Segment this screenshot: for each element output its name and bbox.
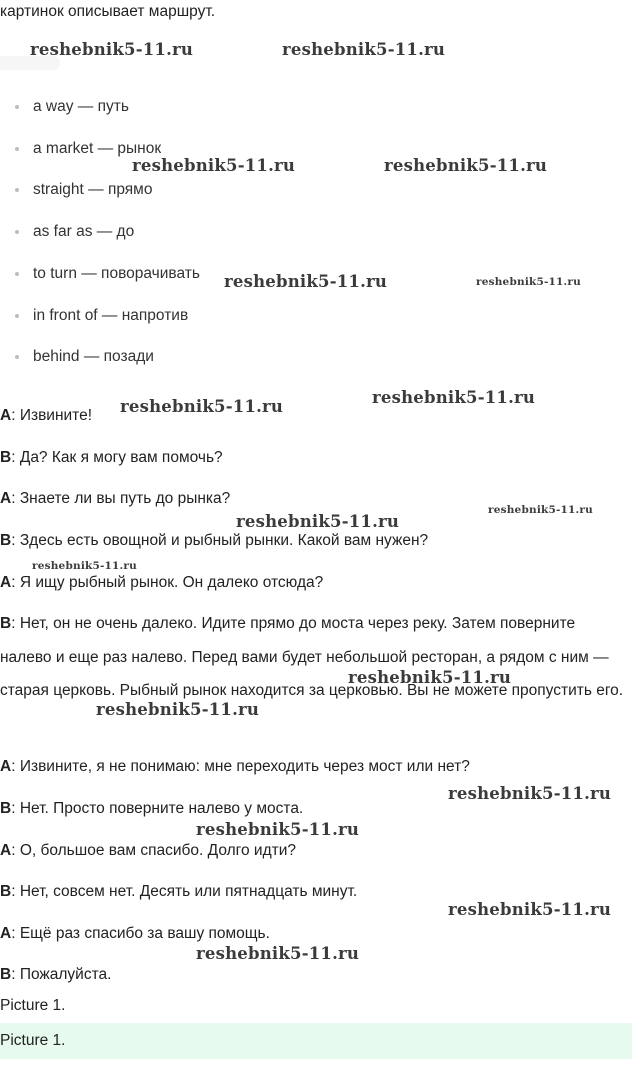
watermark: reshebnik5-11.ru [196,820,360,839]
speaker-label: A [0,574,12,591]
list-item: in front of — напротив [18,306,188,326]
watermark: reshebnik5-11.ru [384,156,548,175]
speaker-label: A [0,758,12,775]
watermark: reshebnik5-11.ru [476,276,581,288]
watermark: reshebnik5-11.ru [196,944,360,963]
speaker-label: B [0,800,12,817]
picture-caption-highlighted: Picture 1. [0,1023,632,1059]
speaker-label: A [0,407,12,424]
watermark: reshebnik5-11.ru [224,272,388,291]
dialogue-line: A: Я ищу рыбный рынок. Он далеко отсюда? [0,574,324,591]
watermark: reshebnik5-11.ru [32,560,137,572]
watermark: reshebnik5-11.ru [348,668,512,687]
picture-caption: Picture 1. [0,997,66,1014]
watermark: reshebnik5-11.ru [120,397,284,416]
list-item: behind — позади [18,347,154,367]
watermark: reshebnik5-11.ru [132,156,296,175]
dialogue-line: A: Извините! [0,407,93,424]
speaker-label: B [0,966,12,983]
bullet-icon [15,272,19,276]
bullet-icon [15,314,19,318]
speaker-label: A [0,925,12,942]
intro-text: картинок описывает маршрут. [0,3,216,20]
list-item: straight — прямо [18,180,152,200]
bullet-icon [15,230,19,234]
dialogue-line: A: Извините, я не понимаю: мне переходить через мост или нет? [0,758,470,775]
dialogue-line: B: Да? Как я могу вам помочь? [0,449,223,466]
bullet-icon [15,188,19,192]
bullet-icon [15,147,19,151]
dialogue-paragraph: B: Нет, он не очень далеко. Идите прямо до моста через реку. Затем поверните налево и еще раз налево. Перед вами будет небольшой ресторан, а рядом с ним — старая церковь. Рыбный рынок находится за церковью. Вы не можете пропустить его. [0,615,624,699]
bullet-icon [15,355,19,359]
dialogue-line: B: Нет. Просто поверните налево у моста. [0,800,304,817]
watermark: reshebnik5-11.ru [96,700,260,719]
dialogue-line: A: Знаете ли вы путь до рынка? [0,490,231,507]
bullet-icon [15,105,19,109]
speaker-label: B [0,532,12,549]
speaker-label: A [0,842,12,859]
list-item: a market — рынок [18,139,161,159]
speaker-label: A [0,490,12,507]
dialogue-line: B: Здесь есть овощной и рыбный рынки. Какой вам нужен? [0,532,429,549]
speaker-label: B [0,615,12,632]
list-item: a way — путь [18,97,129,117]
dialogue-line: B: Нет, совсем нет. Десять или пятнадцать минут. [0,883,358,900]
dialogue-line: B: Пожалуйста. [0,966,112,983]
list-item: to turn — поворачивать [18,264,200,284]
watermark: reshebnik5-11.ru [30,40,194,59]
speaker-label: B [0,449,12,466]
list-item: as far as — до [18,222,134,242]
dialogue-line: A: Ещё раз спасибо за вашу помощь. [0,925,270,942]
watermark: reshebnik5-11.ru [448,900,612,919]
dialogue-line: A: О, большое вам спасибо. Долго идти? [0,842,296,859]
watermark: reshebnik5-11.ru [448,784,612,803]
speaker-label: B [0,883,12,900]
watermark: reshebnik5-11.ru [236,512,400,531]
watermark: reshebnik5-11.ru [488,504,593,516]
watermark: reshebnik5-11.ru [282,40,446,59]
watermark: reshebnik5-11.ru [372,388,536,407]
